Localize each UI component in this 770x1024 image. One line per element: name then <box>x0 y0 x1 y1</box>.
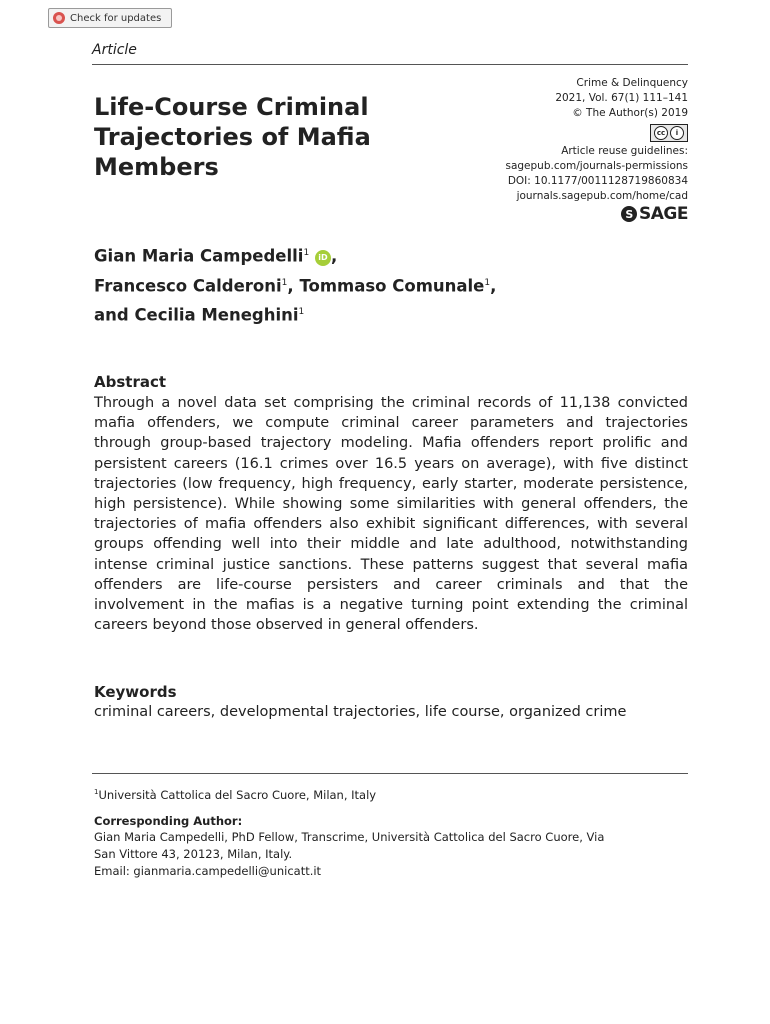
affiliation-number: 1 <box>94 788 99 797</box>
affiliation-footnote <box>94 788 376 802</box>
author-name: Tommaso Comunale <box>299 276 485 295</box>
publisher-name: SAGE <box>639 203 688 224</box>
cc-icon: cc <box>654 126 668 140</box>
journal-volume: 2021, Vol. 67(1) 111–141 <box>555 92 688 104</box>
abstract-heading: Abstract <box>94 373 167 391</box>
journal-name: Crime & Delinquency <box>576 77 688 89</box>
reuse-guidelines-link[interactable]: sagepub.com/journals-permissions <box>505 160 688 172</box>
orcid-icon[interactable]: iD <box>315 250 331 266</box>
check-for-updates-button[interactable] <box>48 8 172 28</box>
author-name: Gian Maria Campedelli <box>94 246 304 266</box>
author-list <box>94 240 654 329</box>
article-title: Life-Course Criminal Trajectories of Mafia Members <box>94 93 371 181</box>
abstract-body: Through a novel data set comprising the criminal records of 11,138 convicted mafia offenders, we compute criminal career parameters and trajectories through group-based trajectory modeling. Mafia offenders report prolific and persistent careers (16.1 crimes over 16.5 years on average), with five distinct trajectories (low frequency, high frequency, early starter, moderate persistence, high persistence). While showing some similarities with general offenders, the trajectories of mafia offenders also exhibit significant differences, with several groups offending well into their middle and late adulthood, notwithstanding intense criminal justice sanctions. These patterns suggest that several mafia offenders are life-course persisters and career criminals and that the involvement in the mafias is a negative turning point extending the criminal careers beyond those observed in general offenders. <box>94 395 688 634</box>
sage-logo-icon: S <box>621 206 637 222</box>
journal-metadata <box>505 76 688 223</box>
affiliation-marker: 1 <box>303 248 310 258</box>
keywords-list: criminal careers, developmental trajectories, life course, organized crime <box>94 704 627 720</box>
corresponding-author-email[interactable]: Email: gianmaria.campedelli@unicatt.it <box>94 864 322 878</box>
affiliation-text: Università Cattolica del Sacro Cuore, Milan, Italy <box>98 788 377 802</box>
corresponding-author-line: Gian Maria Campedelli, PhD Fellow, Transcrime, Università Cattolica del Sacro Cuore, Via <box>94 830 605 844</box>
check-for-updates-icon <box>53 12 65 24</box>
author-name: Francesco Calderoni <box>94 276 282 295</box>
affiliation-marker: 1 <box>281 277 288 288</box>
copyright-notice: © The Author(s) 2019 <box>572 107 688 119</box>
creative-commons-license[interactable] <box>650 124 688 142</box>
author-line-2: Francesco Calderoni$^1$, Tommaso Comunale$^1$, <box>94 276 497 295</box>
corresponding-author-address: San Vittore 43, 20123, Milan, Italy. <box>94 847 293 861</box>
doi-link[interactable]: DOI: 10.1177/0011128719860834 <box>507 175 688 187</box>
footnote-divider <box>92 773 688 774</box>
affiliation-marker: 1 <box>298 307 305 317</box>
check-for-updates-label: Check for updates <box>70 12 162 24</box>
article-type-label: Article <box>92 42 137 58</box>
author-line-3: and Cecilia Meneghini$^1$ <box>94 305 305 325</box>
keywords-heading: Keywords <box>94 683 177 701</box>
by-icon: i <box>670 126 684 140</box>
journal-homepage-link[interactable]: journals.sagepub.com/home/cad <box>516 190 688 202</box>
affiliation-marker: 1 <box>484 277 491 288</box>
header-divider <box>92 64 688 65</box>
sage-logo <box>621 203 688 224</box>
reuse-guidelines-label: Article reuse guidelines: <box>561 145 688 157</box>
corresponding-author-heading: Corresponding Author: <box>94 814 243 828</box>
author-name: Cecilia Meneghini <box>134 305 299 325</box>
corresponding-author-details <box>94 829 684 880</box>
author-line-1: Gian Maria Campedelli$^1$ iD , <box>94 246 338 266</box>
